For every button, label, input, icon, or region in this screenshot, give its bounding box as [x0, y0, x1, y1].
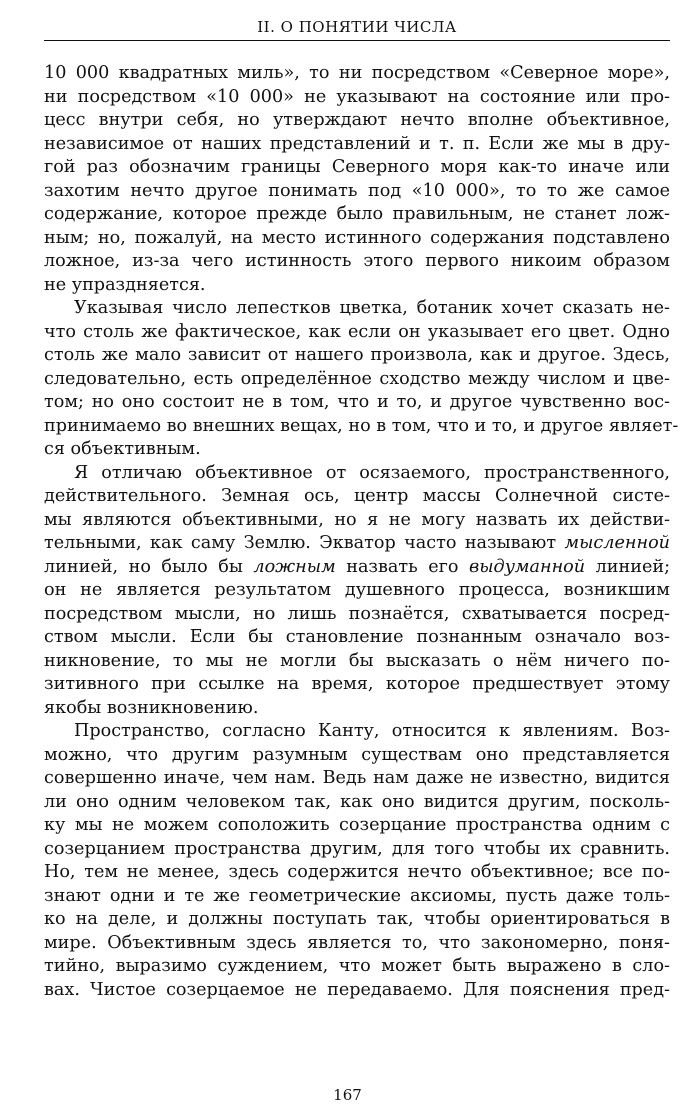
text-line: гой раз обозначим границы Северного моря как-то иначе или	[44, 157, 670, 177]
text-line: принимаемо во внешних вещах, но в том, что и то, и другое являет-	[44, 415, 679, 436]
text-line: ся объективным.	[44, 439, 201, 459]
text-line: тельными, как саму Землю. Экватор часто называют мысленной	[44, 533, 671, 553]
text-line: знают одни и те же геометрические аксиомы, пусть даже толь-	[44, 885, 670, 906]
text-line: захотим нечто другое понимать под «10 000», то то же самое	[44, 180, 670, 201]
text-line: зитивного при ссылке на время, которое предшествует этому	[44, 674, 670, 694]
text-line: ни посредством «10 000» не указывают на состояние или про-	[44, 86, 670, 107]
text-line: ным; но, пожалуй, на место истинного содержания подставлено	[44, 227, 670, 248]
text-line: ли оно одним человеком так, как оно видится другим, посколь-	[44, 791, 670, 812]
text-line: что столь же фактическое, как если он указывает его цвет. Одно	[44, 321, 670, 342]
running-head: II. О ПОНЯТИИ ЧИСЛА	[44, 18, 670, 41]
text-line: посредством мысли, но лишь познаётся, схватывается посред-	[44, 603, 670, 624]
text-line: содержание, которое прежде было правильным, не станет лож-	[44, 204, 670, 224]
text-line: цесс внутри себя, но утверждают нечто вполне объективное,	[44, 110, 670, 130]
body-text	[44, 62, 679, 1002]
text-line: мы являются объективными, но я не могу назвать их действи-	[44, 509, 670, 530]
text-line: совершенно иначе, чем нам. Ведь нам даже не известно, видится	[44, 768, 670, 788]
text-line: тийно, выразимо суждением, что может быть выражено в сло-	[44, 956, 670, 976]
text-line: независимое от наших представлений и т. п. Если же мы в дру-	[44, 133, 670, 154]
text-line: он не является результатом душевного процесса, возникшим	[44, 580, 670, 600]
text-line: ку мы не можем соположить созерцание пространства одним с	[44, 815, 670, 835]
text-line: следовательно, есть определённое сходство между числом и цве-	[44, 368, 670, 389]
text-line: Но, тем не менее, здесь содержится нечто объективное; все по-	[44, 862, 670, 882]
text-line: мире. Объективным здесь является то, что закономерно, поня-	[44, 932, 670, 953]
text-line: ложное, из-за чего истинность этого первого никоим образом	[44, 251, 670, 271]
text-line: линией, но было бы ложным назвать его выдуманной линией;	[44, 556, 671, 577]
text-line: Пространство, согласно Канту, относится к явлениям. Воз-	[74, 721, 670, 741]
text-line: 10 000 квадратных миль», то ни посредством «Северное море»,	[44, 63, 670, 83]
text-line: никновение, то мы не могли бы высказать о нём ничего по-	[44, 650, 670, 671]
text-line: Я отличаю объективное от осязаемого, пространственного,	[74, 462, 670, 483]
text-line: якобы возникновению.	[44, 697, 259, 718]
text-line: Указывая число лепестков цветка, ботаник хочет сказать не-	[74, 298, 670, 318]
text-line: вах. Чистое созерцаемое не передаваемо. Для пояснения пред-	[44, 979, 670, 1000]
text-line: ством мысли. Если бы становление познанным означало воз-	[44, 627, 670, 647]
text-line: ко на деле, и должны поступать так, чтобы ориентироваться в	[44, 909, 670, 929]
text-line: не упраздняется.	[44, 274, 206, 295]
text-line: можно, что другим разумным существам оно представляется	[44, 744, 670, 765]
text-line: действительного. Земная ось, центр массы Солнечной систе-	[44, 486, 670, 506]
text-line: созерцанием пространства другим, для того чтобы их сравнить.	[44, 838, 670, 859]
text-line: столь же мало зависит от нашего произвола, как и другое. Здесь,	[44, 345, 670, 365]
page-number: 167	[333, 1086, 362, 1104]
text-line: том; но оно состоит не в том, что и то, и другое чувственно вос-	[44, 392, 670, 412]
